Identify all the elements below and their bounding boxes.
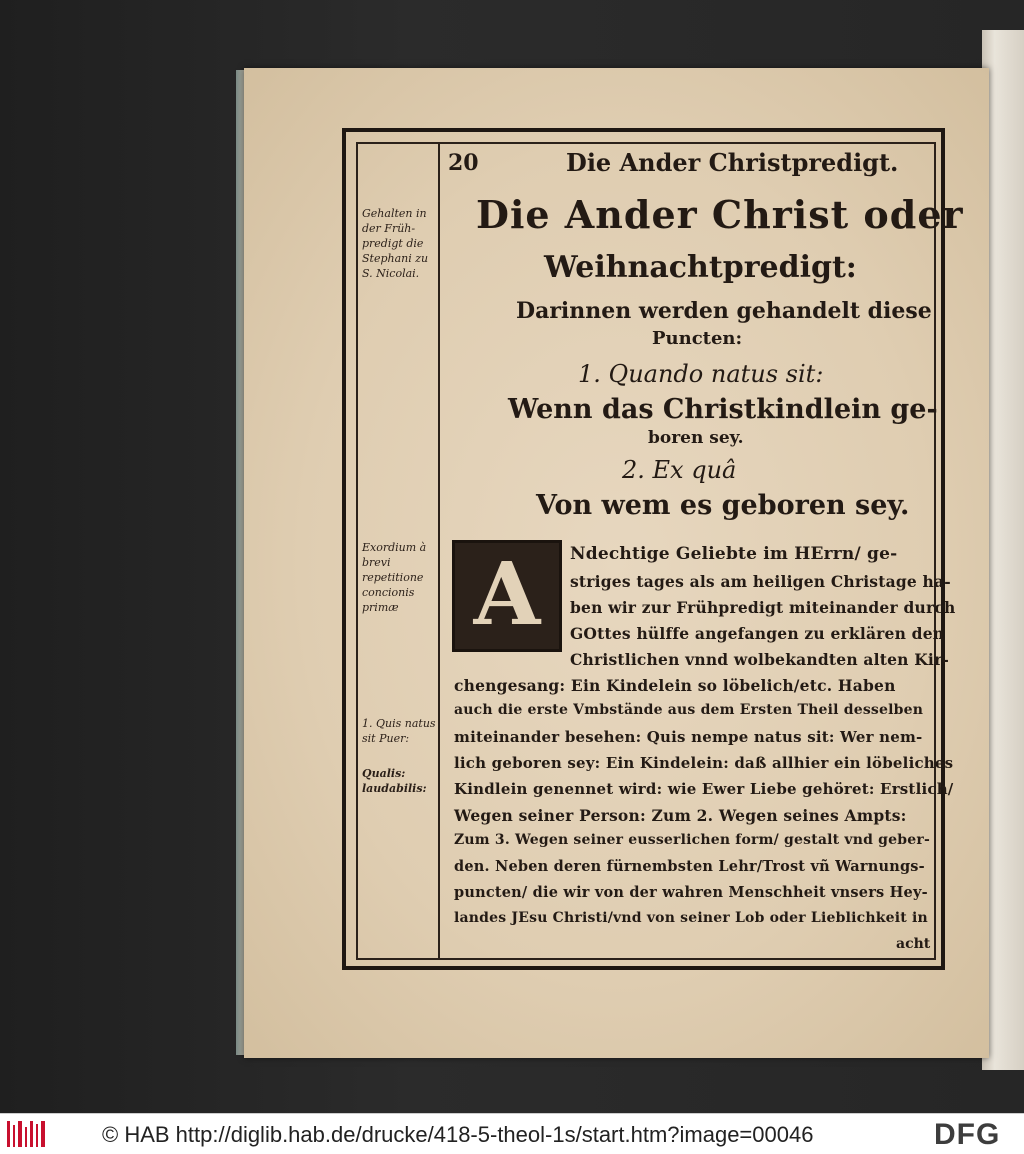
copyright-link[interactable]: © HAB http://diglib.hab.de/drucke/418-5-theol-1s/start.htm?image=00046	[102, 1122, 814, 1147]
point-2-latin: 2. Ex quâ	[622, 456, 737, 484]
body-line: puncten/ die wir von der wahren Menschheit vnsers Hey-	[454, 884, 928, 901]
body-line: miteinander besehen: Quis nempe natus sit: Wer nem-	[454, 728, 923, 746]
body-line: ben wir zur Frühpredigt miteinander durch	[570, 598, 956, 617]
body-line: GOttes hülffe angefangen zu erklären den	[570, 624, 945, 643]
page-number: 20	[448, 150, 479, 176]
body-line: Zum 3. Wegen seiner eusserlichen form/ gestalt vnd geber-	[454, 832, 930, 848]
point-2-german: Von wem es geboren sey.	[536, 490, 910, 521]
margin-note-occasion: Gehalten in der Früh-predigt die Stephani zu S. Nicolai.	[362, 207, 429, 280]
margin-column-divider	[438, 142, 440, 960]
body-line: den. Neben deren fürnembsten Lehr/Trost vñ Warnungs-	[454, 858, 925, 875]
dfg-logo: DFG	[934, 1118, 1001, 1151]
point-1-german-b: boren sey.	[648, 428, 744, 448]
title-line-1: Die Ander Christ oder	[476, 192, 964, 237]
body-line: Kindlein genennet wird: wie Ewer Liebe gehöret: Erstlich/	[454, 780, 954, 798]
body-line: striges tages als am heiligen Christage ha-	[570, 572, 951, 591]
title-line-2: Weihnachtpredigt:	[544, 250, 857, 285]
running-head: Die Ander Christpredigt.	[566, 148, 899, 177]
body-line: Wegen seiner Person: Zum 2. Wegen seines Ampts:	[454, 806, 907, 825]
margin-note-exordium: Exordium à brevi repetitione concionis primæ	[362, 541, 427, 614]
subtitle-line-2: Puncten:	[652, 328, 743, 349]
hab-barcode-logo-icon	[6, 1119, 48, 1149]
margin-note-quis: 1. Quis natus sit Puer:	[362, 717, 436, 745]
body-line: lich geboren sey: Ein Kindelein: daß allhier ein löbeliches	[454, 754, 954, 772]
decorated-initial: A	[452, 540, 562, 652]
point-1-latin: 1. Quando natus sit:	[578, 360, 824, 388]
body-line: auch die erste Vmbstände aus dem Ersten Theil desselben	[454, 702, 924, 718]
footer-bar	[0, 1113, 1024, 1154]
body-line: chengesang: Ein Kindelein so löbelich/etc. Haben	[454, 676, 896, 695]
body-line: Christlichen vnnd wolbekandten alten Kir-	[570, 650, 949, 669]
catchword: acht	[896, 936, 931, 952]
point-1-german-a: Wenn das Christkindlein ge-	[508, 394, 938, 425]
subtitle-line-1: Darinnen werden gehandelt diese	[516, 298, 932, 324]
body-line: landes JEsu Christi/vnd von seiner Lob oder Lieblichkeit in	[454, 910, 928, 926]
body-line: Ndechtige Geliebte im HErrn/ ge-	[570, 544, 898, 564]
margin-note-qualis: Qualis: laudabilis:	[362, 767, 427, 795]
